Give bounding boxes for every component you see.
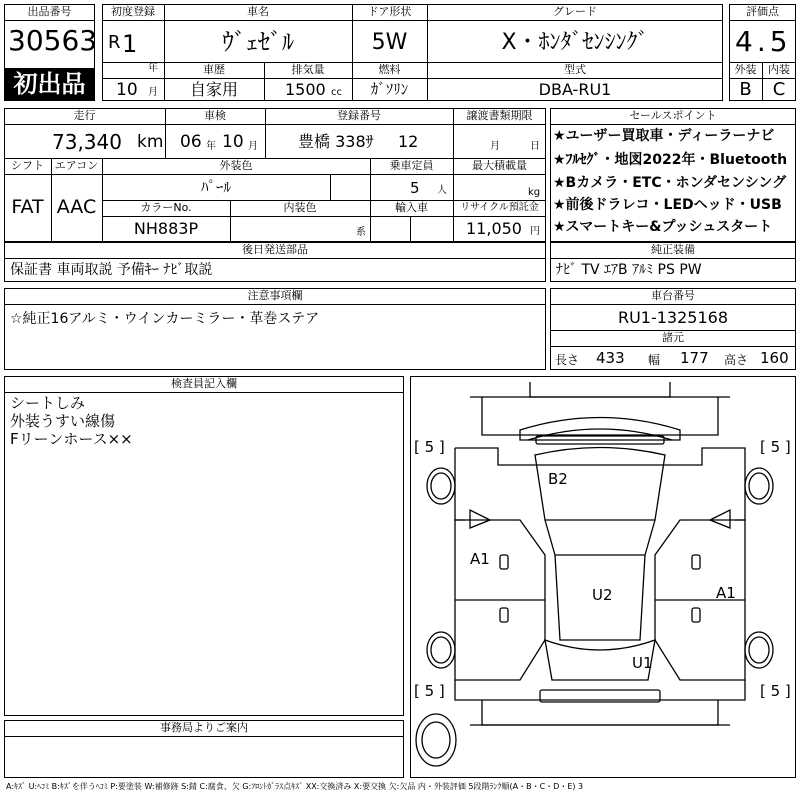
interior-label: 内装色 (283, 201, 317, 214)
transfer-day: 日 (530, 141, 540, 152)
first-listing-badge: 初出品 (5, 68, 94, 100)
chassis-number: RU1-1325168 (617, 308, 729, 327)
disp: 1500 (285, 80, 326, 99)
color-label: 外装色 (219, 159, 253, 172)
color-no-label: カラーNo. (140, 201, 192, 214)
damage-mark: B2 (548, 470, 568, 488)
ac: AAC (56, 196, 97, 218)
footer-legend: A:ｷｽﾞ U:ﾍｺﾐ B:ｷｽﾞを伴うﾍｺﾐ P:要塗装 W:補修跡 S:錆 C:腐食、欠 G:ﾌﾛﾝﾄｶﾞﾗｽ点ｷｽﾞ XX:交換済み X:要交換 欠:欠品 内・外装評価 5段階ﾗﾝｸ順(A・B・C・D・E) 3 (6, 782, 584, 791)
sales-line: ★前後ドラレコ・LEDヘッド・USB (553, 197, 782, 213)
reg-num: 12 (398, 132, 419, 151)
insp-month: 10 (222, 132, 244, 152)
recycle: 11,050 (466, 219, 522, 238)
mileage: 73,340 (52, 130, 122, 154)
len-label: 長さ (555, 353, 580, 367)
fuel-label: 燃料 (378, 63, 401, 76)
type: DBA-RU1 (538, 80, 612, 99)
later-parts-label: 後日発送部品 (242, 243, 308, 256)
lot-label: 出品番号 (27, 5, 72, 18)
mileage-label: 走行 (73, 109, 96, 122)
transfer-label: 譲渡書類期限 (466, 109, 533, 122)
first-reg-label: 初度登録 (111, 5, 155, 18)
wid-label: 幅 (648, 353, 661, 367)
inspector-line: シートしみ (10, 394, 86, 412)
inspector-line: Fリーンホース×× (10, 430, 133, 448)
history: 自家用 (189, 80, 238, 99)
capacity: 5 (410, 179, 420, 197)
grade-label: グレード (553, 5, 597, 18)
int-grade: C (772, 79, 786, 100)
notes: ☆純正16アルミ・ウインカーミラー・革巻ステア (10, 311, 320, 327)
sales-line: ★ﾌﾙｾｸﾞ・地図2022年・Bluetooth (553, 152, 788, 168)
recycle-label: リサイクル預託金 (460, 202, 539, 213)
interior-unit: 系 (356, 227, 366, 238)
load-label: 最大積載量 (472, 159, 527, 172)
ext-label: 外装 (734, 63, 757, 76)
month: 10 (116, 80, 138, 100)
ext-grade: B (739, 79, 752, 100)
mileage-unit: km (137, 132, 164, 152)
office-label: 事務局よりご案内 (160, 721, 248, 734)
year-unit: 年 (148, 63, 158, 74)
chassis-label: 車台番号 (651, 289, 695, 302)
era-year: 1 (122, 30, 138, 58)
damage-mark: A1 (716, 584, 736, 602)
damage-mark: U1 (632, 654, 653, 672)
capacity-unit: 人 (437, 185, 447, 196)
history-label: 車歴 (203, 63, 225, 76)
disp-unit: cc (331, 87, 342, 98)
wid: 177 (680, 349, 709, 367)
spec-label: 諸元 (662, 331, 684, 344)
grade: X・ﾎﾝﾀﾞｾﾝｼﾝｸﾞ (501, 30, 649, 55)
reg-no: 豊橋 338ｻ (298, 132, 374, 151)
notes-label: 注意事項欄 (247, 289, 303, 302)
tire-mark: [ 5 ] (414, 438, 445, 456)
insp-year: 06 (180, 132, 202, 152)
info-box (4, 108, 546, 242)
capacity-label: 乗車定員 (389, 159, 434, 172)
diagram-box (410, 376, 796, 778)
month-unit: 月 (148, 87, 158, 98)
ac-label: エアコン (54, 159, 99, 172)
fuel: ｶﾞｿﾘﾝ (370, 80, 409, 98)
tire-mark: [ 5 ] (760, 682, 791, 700)
damage-mark: A1 (470, 550, 490, 568)
damage-mark: U2 (592, 586, 613, 604)
equipment: ﾅﾋﾞ TV ｴｱB ｱﾙﾐ PS PW (556, 262, 702, 278)
tire-mark: [ 5 ] (760, 438, 791, 456)
transfer-month: 月 (490, 141, 500, 152)
sales-line: ★Bカメラ・ETC・ホンダセンシング (553, 175, 787, 191)
insp-year-unit: 年 (206, 141, 216, 152)
sales-line: ★スマートキー&プッシュスタート (553, 219, 773, 235)
model-label: 車名 (247, 5, 269, 18)
sales-line: ★ユーザー買取車・ディーラーナビ (553, 128, 775, 144)
disp-label: 排気量 (291, 63, 325, 76)
inspection-label: 車検 (204, 109, 226, 122)
lot-number: 30563 (8, 24, 98, 57)
load-unit: kg (528, 187, 541, 198)
len: 433 (596, 349, 625, 367)
color: ﾊﾟｰﾙ (200, 178, 231, 196)
score-label: 評価点 (746, 5, 779, 18)
tire-mark: [ 5 ] (414, 682, 445, 700)
type-label: 型式 (564, 63, 586, 76)
model: ｳﾞｪｾﾞﾙ (222, 28, 294, 56)
recycle-unit: 円 (530, 226, 540, 237)
hei-label: 高さ (724, 353, 749, 367)
inspector-label: 検査員記入欄 (171, 377, 237, 390)
insp-month-unit: 月 (248, 141, 258, 152)
door: 5W (371, 30, 408, 55)
door-label: ドア形状 (367, 5, 412, 18)
shift-label: シフト (11, 159, 44, 172)
hei: 160 (760, 349, 789, 367)
equipment-label: 純正装備 (651, 243, 695, 256)
int-label: 内装 (768, 63, 790, 76)
score: 4.5 (735, 25, 792, 58)
inspector-line: 外装うすい線傷 (10, 412, 116, 430)
era: R (108, 32, 121, 53)
reg-label: 登録番号 (337, 109, 381, 122)
shift: FAT (11, 196, 44, 218)
sales-label: セールスポイント (629, 109, 717, 122)
import-label: 輸入車 (395, 201, 428, 214)
color-no: NH883P (133, 219, 199, 238)
later-parts: 保証書 車両取説 予備ｷｰ ﾅﾋﾞ取説 (10, 262, 213, 278)
